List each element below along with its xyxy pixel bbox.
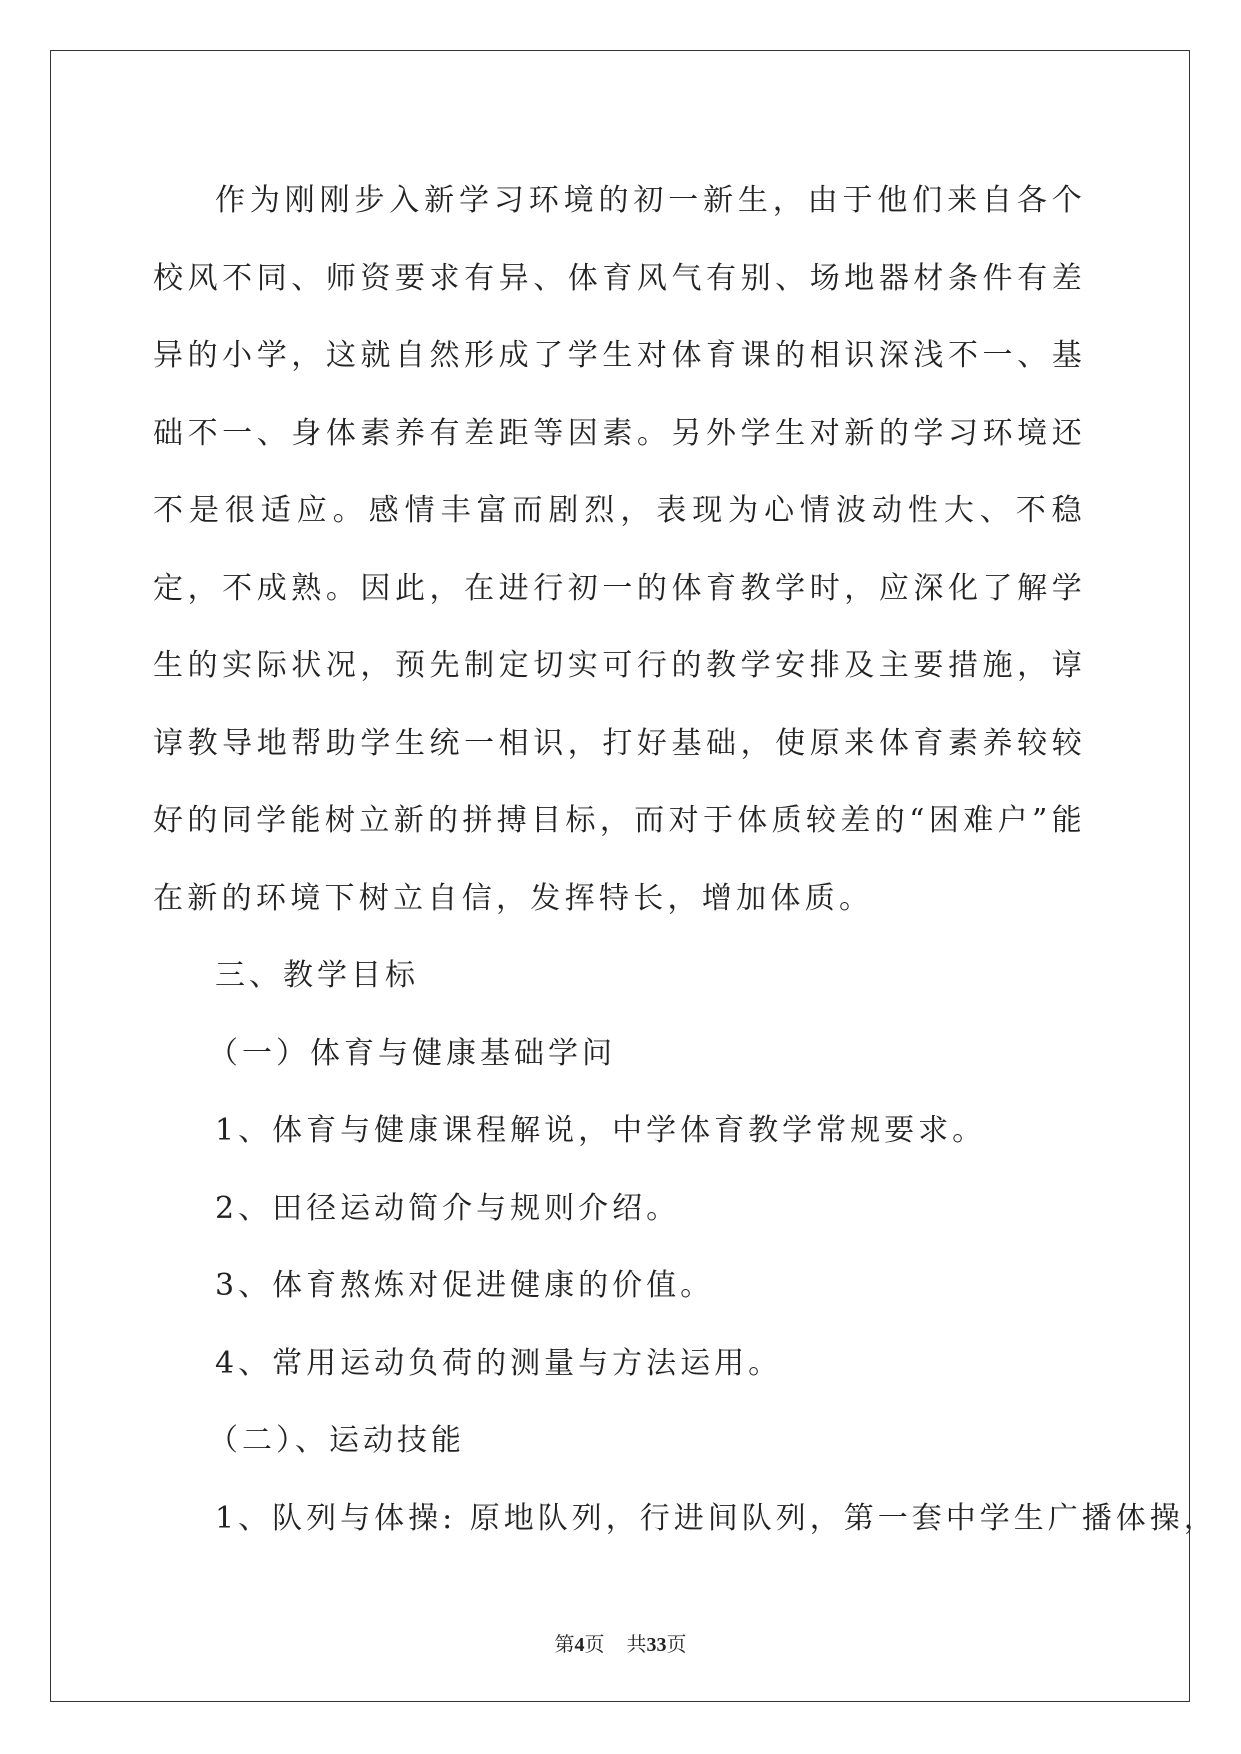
total-prefix: 共 xyxy=(626,1634,647,1656)
sub-heading-motor-skills: （二）、运动技能 xyxy=(208,1423,465,1458)
total-suffix: 页 xyxy=(666,1634,687,1656)
page-number: 4 xyxy=(574,1634,585,1656)
total-pages: 33 xyxy=(646,1634,667,1656)
list-item: 1、体育与健康课程解说，中学体育教学常规要求。 xyxy=(215,1113,987,1148)
paragraph-body: 作为刚刚步入新学习环境的初一新生，由于他们来自各个校风不同、师资要求有异、体育风气有别、场地器材条件有差异的小学，这就自然形成了学生对体育课的相识深浅不一、基础不一、身体素养有差距等因素。另外学生对新的学习环境还不是很适应。感情丰富而剧烈，表现为心情波动性大、不稳定，不成熟。因此，在进行初一的体育教学时，应深化了解学生的实际状况，预先制定切实可行的教学安排及主要措施，谆谆教导地帮助学生统一相识，打好基础，使原来体育素养较较好的同学能树立新的拼搏目标，而对于体质较差的“困难户”能在新的环境下树立自信，发挥特长，增加体质。 xyxy=(153,183,1086,916)
list-item: 3、体育熬炼对促进健康的价值。 xyxy=(215,1268,715,1303)
document-body xyxy=(153,162,1218,1557)
sub-heading-basic-knowledge: （一）体育与健康基础学问 xyxy=(208,1035,616,1071)
section-heading: 三、教学目标 xyxy=(215,958,419,993)
list-item: 1、队列与体操: 原地队列，行进间队列，第一套中学生广播体操， xyxy=(215,1500,1218,1536)
list-item: 4、常用运动负荷的测量与方法运用。 xyxy=(215,1345,783,1381)
page-suffix: 页 xyxy=(584,1634,605,1656)
page-prefix: 第 xyxy=(554,1634,575,1656)
list-item: 2、田径运动简介与规则介绍。 xyxy=(215,1190,681,1226)
page-footer xyxy=(0,1628,1241,1657)
